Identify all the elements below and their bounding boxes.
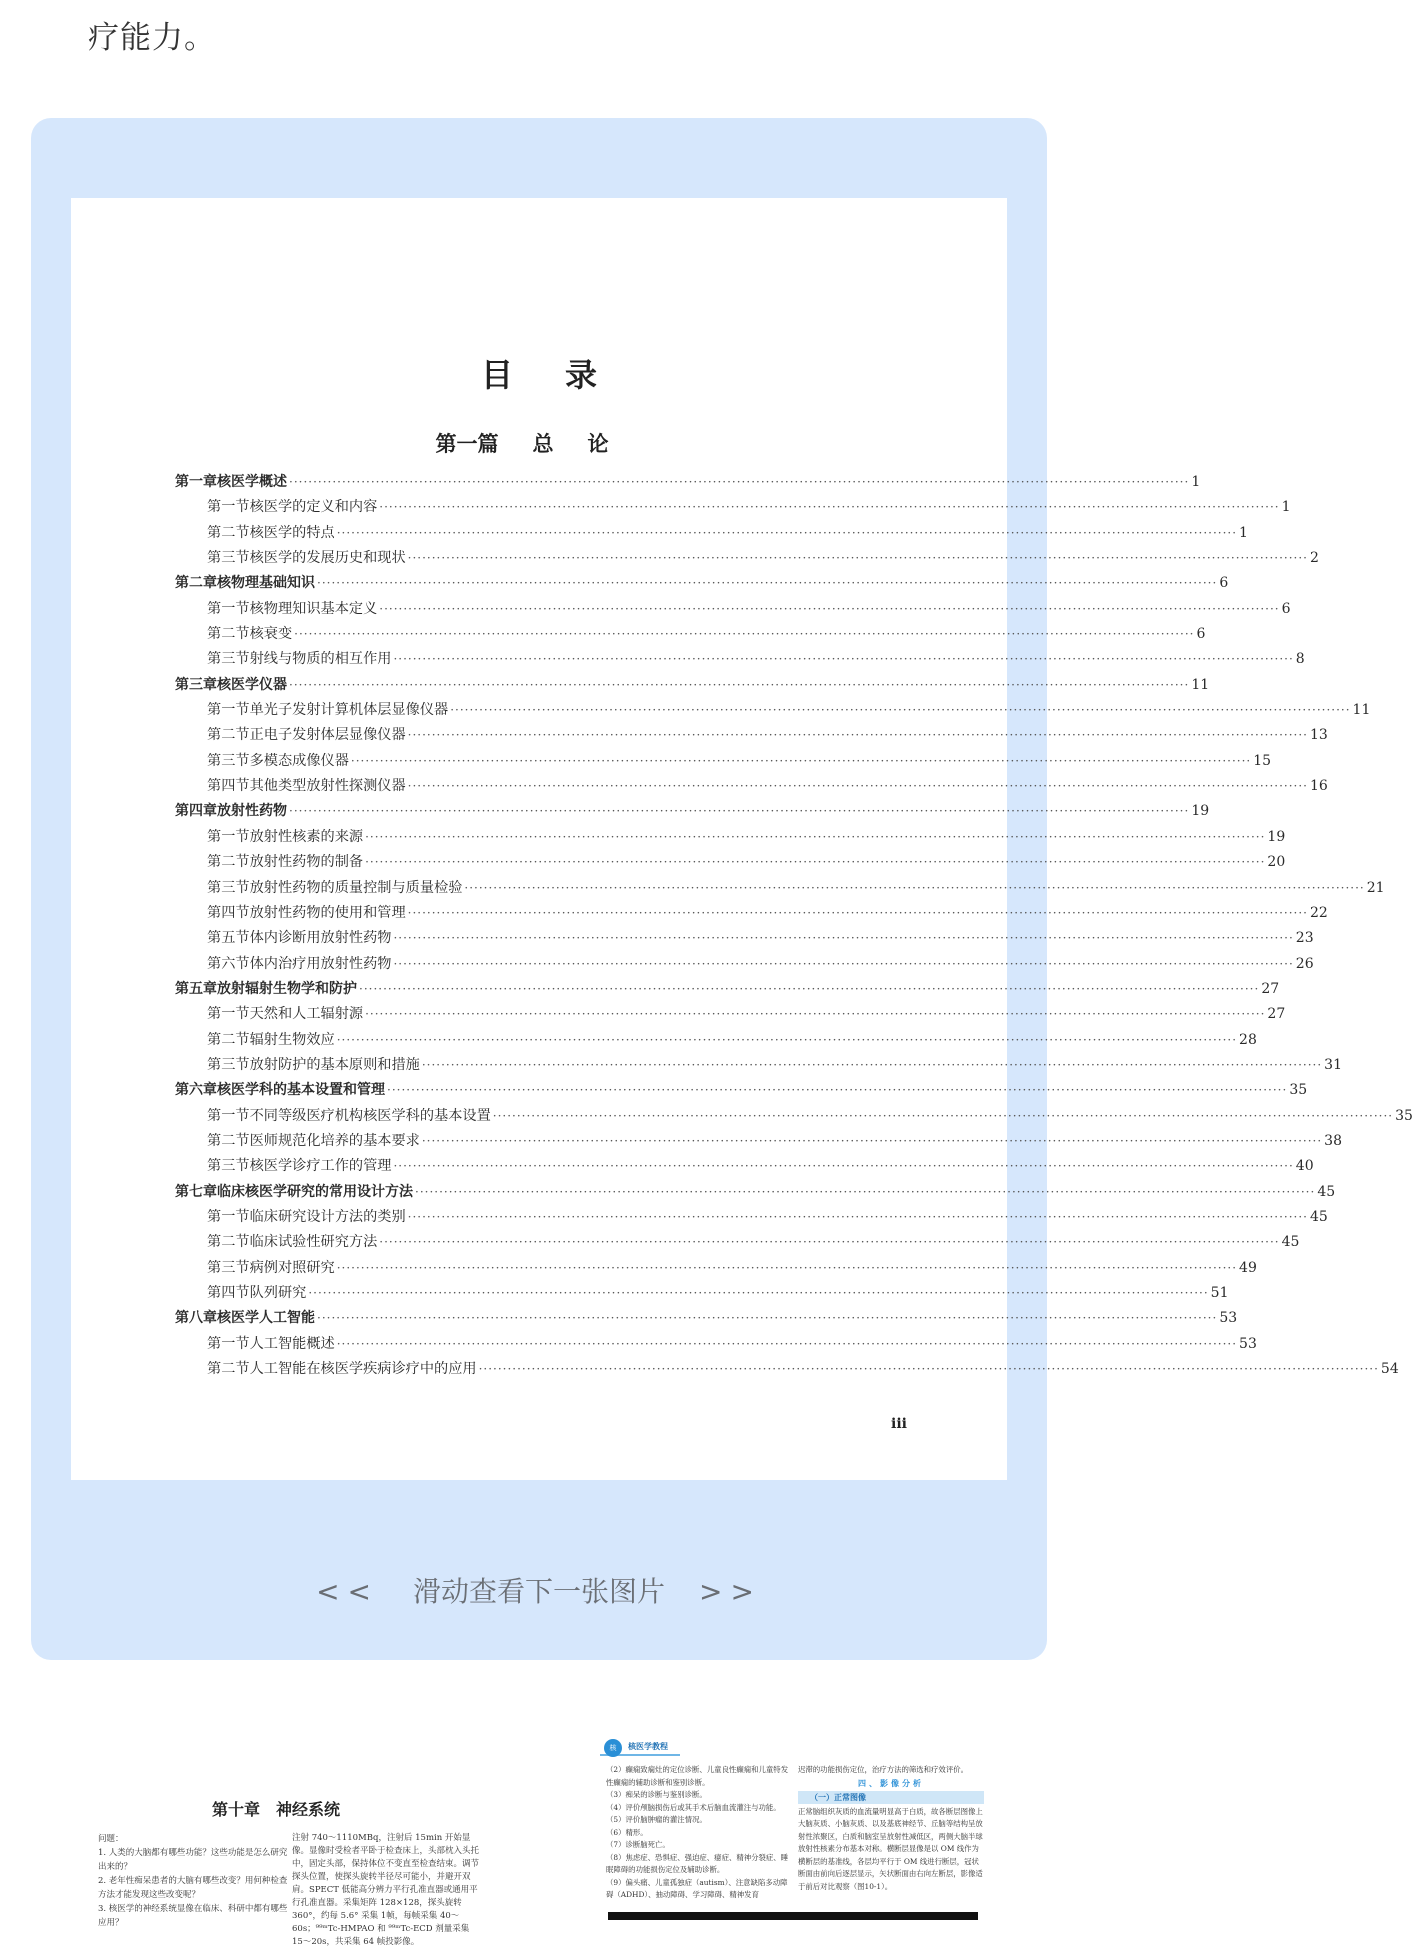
toc-entry-title: 核医学科的基本设置和管理 bbox=[217, 1082, 385, 1099]
toc-section-entry bbox=[175, 598, 1291, 623]
toc-entry-number: 第二节 bbox=[207, 1361, 250, 1378]
swipe-left-arrow[interactable]: << bbox=[316, 1575, 379, 1608]
toc-entry-number: 第六章 bbox=[175, 1082, 217, 1099]
toc-entry-number: 第三章 bbox=[175, 676, 217, 693]
toc-section-entry bbox=[175, 1029, 1257, 1054]
toc-entry-number: 第二节 bbox=[207, 626, 250, 643]
toc-entry-page: 8 bbox=[1295, 651, 1305, 668]
toc-section-entry bbox=[175, 1333, 1257, 1358]
toc-entry-title: 临床试验性研究方法 bbox=[249, 1234, 378, 1251]
thumbnail-box-heading: （一）正常图像 bbox=[798, 1791, 984, 1804]
toc-entry-title: 核医学的特点 bbox=[249, 524, 335, 541]
thumbnail-chapter-ten[interactable] bbox=[98, 1780, 528, 1947]
toc-leader-dots bbox=[408, 906, 1308, 920]
toc-title: 目录 bbox=[480, 356, 649, 394]
toc-entry-page: 54 bbox=[1380, 1361, 1399, 1378]
toc-leader-dots bbox=[365, 855, 1265, 869]
toc-entry-title: 队列研究 bbox=[249, 1285, 307, 1301]
toc-leader-dots bbox=[289, 678, 1189, 692]
toc-entry-title: 单光子发射计算机体层显像仪器 bbox=[249, 702, 449, 719]
toc-entry-page: 20 bbox=[1267, 854, 1286, 871]
toc-section-entry bbox=[175, 902, 1328, 927]
toc-entry-title: 放射性药物的使用和管理 bbox=[249, 904, 406, 921]
toc-entry-page: 45 bbox=[1317, 1183, 1336, 1200]
toc-entry-title: 其他类型放射性探测仪器 bbox=[249, 778, 406, 795]
toc-leader-dots bbox=[422, 1058, 1322, 1072]
toc-section-entry bbox=[175, 1155, 1314, 1180]
toc-entry-page: 45 bbox=[1309, 1208, 1328, 1225]
intro-text-tail: 疗能力。 bbox=[88, 20, 216, 56]
toc-section-entry bbox=[175, 851, 1286, 876]
swipe-hint[interactable] bbox=[31, 1570, 1047, 1610]
thumbnail-imaging-page[interactable] bbox=[600, 1736, 986, 1920]
toc-leader-dots bbox=[289, 475, 1189, 489]
thumbnail-brand: 核医学教程 bbox=[628, 1742, 668, 1751]
toc-section-entry bbox=[175, 927, 1314, 952]
toc-entry-title: 人工智能在核医学疾病诊疗中的应用 bbox=[249, 1361, 477, 1378]
part-title bbox=[71, 428, 1007, 458]
toc-entry-title: 临床核医学研究的常用设计方法 bbox=[217, 1183, 413, 1200]
toc-entry-page: 35 bbox=[1395, 1107, 1413, 1124]
toc-leader-dots bbox=[387, 1083, 1287, 1097]
toc-entry-title: 放射性药物的制备 bbox=[249, 854, 364, 871]
toc-entry-title: 临床研究设计方法的类别 bbox=[249, 1208, 406, 1225]
toc-section-entry bbox=[175, 522, 1248, 547]
part-title-name: 总论 bbox=[532, 431, 643, 456]
toc-entry-page: 21 bbox=[1366, 879, 1385, 896]
toc-entry-title: 辐射生物效应 bbox=[249, 1031, 335, 1048]
toc-entry-title: 放射性药物的质量控制与质量检验 bbox=[249, 879, 463, 896]
toc-leader-dots bbox=[379, 500, 1279, 514]
toc-section-entry bbox=[175, 775, 1328, 800]
toc-leader-dots bbox=[379, 602, 1279, 616]
toc-entry-page: 35 bbox=[1289, 1082, 1308, 1099]
toc-entry-title: 核医学的定义和内容 bbox=[249, 499, 378, 516]
toc-entry-number: 第二节 bbox=[207, 1132, 250, 1149]
toc-entry-number: 第三节 bbox=[207, 651, 250, 668]
toc-leader-dots bbox=[351, 754, 1251, 768]
toc-entry-title: 体内治疗用放射性药物 bbox=[249, 955, 392, 972]
toc-entry-title: 核医学人工智能 bbox=[217, 1310, 315, 1327]
toc-leader-dots bbox=[408, 779, 1308, 793]
toc-leader-dots bbox=[393, 957, 1293, 971]
toc-entry-number: 第一节 bbox=[207, 828, 250, 845]
toc-entry-number: 第三节 bbox=[207, 1056, 250, 1073]
toc-leader-dots bbox=[289, 804, 1189, 818]
toc-entry-page: 19 bbox=[1191, 803, 1210, 820]
toc-chapter-entry bbox=[175, 1079, 1308, 1104]
toc-leader-dots bbox=[393, 1159, 1293, 1173]
toc-section-entry bbox=[175, 648, 1305, 673]
toc-leader-dots bbox=[365, 830, 1265, 844]
toc-entry-page: 27 bbox=[1261, 980, 1280, 997]
toc-entry-number: 第三节 bbox=[207, 1158, 250, 1175]
toc-entry-title: 核物理知识基本定义 bbox=[249, 600, 378, 617]
toc-page-image bbox=[71, 198, 1413, 1480]
toc-entry-number: 第一节 bbox=[207, 1208, 250, 1225]
toc-entry-number: 第一节 bbox=[207, 1006, 250, 1023]
thumbnail-chapter-title: 第十章 神经系统 bbox=[212, 1800, 341, 1819]
toc-leader-dots bbox=[317, 1311, 1217, 1325]
toc-entry-title: 多模态成像仪器 bbox=[249, 752, 349, 769]
toc-entry-page: 53 bbox=[1239, 1335, 1257, 1352]
toc-chapter-entry bbox=[175, 471, 1201, 496]
toc-entry-number: 第一节 bbox=[207, 499, 250, 516]
toc-leader-dots bbox=[337, 1033, 1237, 1047]
toc-entry-number: 第一节 bbox=[207, 600, 250, 617]
toc-section-entry bbox=[175, 953, 1314, 978]
toc-entry-number: 第三节 bbox=[207, 550, 250, 567]
toc-section-entry bbox=[175, 699, 1371, 724]
toc-leader-dots bbox=[393, 652, 1293, 666]
toc-leader-dots bbox=[359, 982, 1259, 996]
toc-entry-title: 不同等级医疗机构核医学科的基本设置 bbox=[249, 1107, 491, 1124]
toc-leader-dots bbox=[479, 1362, 1379, 1376]
toc-leader-dots bbox=[450, 703, 1350, 717]
toc-entry-number: 第三节 bbox=[207, 879, 250, 896]
toc-leader-dots bbox=[408, 728, 1308, 742]
toc-entry-number: 第六节 bbox=[207, 955, 250, 972]
thumbnail-subheading: 四、影像分析 bbox=[858, 1777, 924, 1788]
toc-leader-dots bbox=[308, 1286, 1208, 1300]
toc-section-entry bbox=[175, 1130, 1342, 1155]
swipe-right-arrow[interactable]: >> bbox=[699, 1575, 762, 1608]
toc-entry-title: 医师规范化培养的基本要求 bbox=[249, 1132, 420, 1149]
toc-entry-number: 第四节 bbox=[207, 778, 250, 795]
toc-entry-page: 45 bbox=[1281, 1234, 1300, 1251]
toc-entry-number: 第四章 bbox=[175, 803, 217, 820]
toc-section-entry bbox=[175, 826, 1286, 851]
toc-entry-number: 第三节 bbox=[207, 1259, 250, 1276]
toc-entry-page: 19 bbox=[1267, 828, 1286, 845]
toc-entry-title: 射线与物质的相互作用 bbox=[249, 651, 392, 668]
toc-leader-dots bbox=[294, 627, 1194, 641]
toc-entry-page: 26 bbox=[1295, 955, 1314, 972]
thumbnail-questions: 问题： 1. 人类的大脑都有哪些功能？这些功能是怎么研究出来的？ 2. 老年性痴呆患者的大脑有哪些改变？用何种检查方法才能发现这些改变呢？ 3. 核医学的神经系统显像在临床、科研中都有哪些应用？ bbox=[98, 1834, 288, 1928]
toc-entry-page: 1 bbox=[1191, 474, 1201, 490]
toc-entry-page: 6 bbox=[1219, 575, 1229, 592]
toc-entry-number: 第一节 bbox=[207, 1107, 250, 1124]
toc-entry-number: 第四节 bbox=[207, 1285, 250, 1301]
toc-entry-number: 第二章 bbox=[175, 575, 217, 592]
toc-entry-title: 核医学仪器 bbox=[217, 676, 287, 693]
toc-entry-page: 22 bbox=[1309, 904, 1328, 921]
toc-section-entry bbox=[175, 1003, 1286, 1028]
toc-entry-title: 核医学的发展历史和现状 bbox=[249, 550, 406, 567]
toc-entry-number: 第一章 bbox=[175, 474, 217, 490]
toc-leader-dots bbox=[415, 1185, 1315, 1199]
toc-leader-dots bbox=[337, 526, 1237, 540]
toc-entry-number: 第一节 bbox=[207, 702, 250, 719]
toc-leader-dots bbox=[379, 1235, 1279, 1249]
toc-entry-number: 第二节 bbox=[207, 1234, 250, 1251]
toc-chapter-entry bbox=[175, 978, 1280, 1003]
toc-entry-page: 16 bbox=[1309, 778, 1328, 795]
toc-entry-number: 第二节 bbox=[207, 524, 250, 541]
toc-entry-page: 40 bbox=[1295, 1158, 1314, 1175]
thumbnail-right-column: 注射 740～1110MBq，注射后 15min 开始显像。显像时受检者平卧于检查床上，头部枕入头托中，固定头部，保持体位不变直至检查结束。调节探头位置，使探头旋转半径尽可能小，并避开双肩。SPECT 低能高分辨力平行孔准直器或通用平行孔准直器。采集矩阵 128×128，探头旋转 360°，约每 5.6° 采集 1帧，每帧采集 40～60s；⁹⁹ᵐTc-HMPAO 和 ⁹⁹ᵐTc-ECD 剂量采集 15～20s，共采集 64 帧投影像。 bbox=[292, 1833, 480, 1947]
toc-entry-page: 38 bbox=[1324, 1132, 1342, 1149]
toc-section-entry bbox=[175, 623, 1206, 648]
toc-entry-title: 放射性药物 bbox=[217, 803, 287, 820]
book-logo-icon: 核 bbox=[604, 1739, 622, 1757]
toc-entry-page: 11 bbox=[1352, 702, 1371, 719]
toc-entry-page: 23 bbox=[1295, 930, 1314, 947]
toc-entry-page: 11 bbox=[1191, 676, 1210, 693]
toc-entry-page: 6 bbox=[1281, 600, 1291, 617]
toc-entry-number: 第八章 bbox=[175, 1310, 217, 1327]
toc-entry-title: 核衰变 bbox=[249, 626, 293, 643]
toc-section-entry bbox=[175, 496, 1291, 521]
toc-entry-page: 15 bbox=[1253, 752, 1272, 769]
toc-entry-page: 13 bbox=[1309, 727, 1328, 744]
part-title-number: 第一篇 bbox=[435, 431, 499, 456]
toc-entry-page: 31 bbox=[1324, 1056, 1342, 1073]
toc-entry-page: 28 bbox=[1239, 1031, 1257, 1048]
toc-entry-title: 核医学诊疗工作的管理 bbox=[249, 1158, 392, 1175]
image-carousel[interactable] bbox=[31, 118, 1413, 1660]
toc-entry-number: 第五节 bbox=[207, 930, 250, 947]
toc-entry-page: 2 bbox=[1309, 550, 1319, 567]
toc-entry-page: 6 bbox=[1196, 626, 1206, 643]
toc-entry-number: 第一节 bbox=[207, 1335, 250, 1352]
toc-leader-dots bbox=[337, 1261, 1237, 1275]
thumbnail-image-strip bbox=[608, 1912, 978, 1920]
toc-leader-dots bbox=[464, 881, 1364, 895]
thumbnail-col1: （2）癫痫致痫灶的定位诊断、儿童良性癫痫和儿童特发性癫痫的辅助诊断和鉴别诊断。 （3）痴呆的诊断与鉴别诊断。 （4）评价颅脑损伤后或其手术后脑血流灌注与功能。 （5）评价脑肿瘤的灌注情况。 （6）精形。 （7）诊断脑死亡。 （8）焦虑症、恐惧症、强迫症、癔症、精神分裂症、睡眠障碍的功能损伤定位及辅助诊断。 （9）偏头痛、儿童孤独症（autism）、注意缺陷多动障碍（ADHD）、抽动障碍、学习障碍、精神发育 bbox=[606, 1765, 789, 1899]
toc-leader-dots bbox=[393, 931, 1293, 945]
toc-entry-page: 1 bbox=[1239, 524, 1248, 541]
toc-chapter-entry bbox=[175, 1181, 1336, 1206]
toc-section-entry bbox=[175, 877, 1385, 902]
toc-leader-dots bbox=[408, 551, 1308, 565]
toc-entry-page: 53 bbox=[1219, 1310, 1238, 1327]
toc-section-entry bbox=[175, 547, 1319, 572]
toc-entry-title: 人工智能概述 bbox=[249, 1335, 335, 1352]
toc-leader-dots bbox=[365, 1007, 1265, 1021]
toc-leader-dots bbox=[422, 1134, 1322, 1148]
toc-section-entry bbox=[175, 724, 1328, 749]
toc-entry-number: 第二节 bbox=[207, 1031, 250, 1048]
toc-entry-number: 第四节 bbox=[207, 904, 250, 921]
toc-entry-page: 1 bbox=[1281, 499, 1291, 516]
toc-section-entry bbox=[175, 750, 1272, 775]
toc-section-entry bbox=[175, 1282, 1229, 1307]
toc-entry-title: 放射性核素的来源 bbox=[249, 828, 364, 845]
toc-entry-title: 正电子发射体层显像仪器 bbox=[249, 727, 406, 744]
toc-entry-title: 放射辐射生物学和防护 bbox=[217, 980, 357, 997]
toc-entry-page: 49 bbox=[1239, 1259, 1257, 1276]
toc-entry-number: 第二节 bbox=[207, 854, 250, 871]
toc-entry-title: 核物理基础知识 bbox=[217, 575, 315, 592]
toc-section-entry bbox=[175, 1206, 1328, 1231]
toc-chapter-entry bbox=[175, 674, 1210, 699]
toc-section-entry bbox=[175, 1105, 1413, 1130]
toc-entry-title: 核医学概述 bbox=[217, 474, 287, 490]
toc-entry-title: 放射防护的基本原则和措施 bbox=[249, 1056, 420, 1073]
swipe-hint-text: 滑动查看下一张图片 bbox=[412, 1575, 665, 1608]
toc-entry-number: 第五章 bbox=[175, 980, 217, 997]
toc-leader-dots bbox=[337, 1337, 1237, 1351]
toc-entry-page: 27 bbox=[1267, 1006, 1286, 1023]
toc-section-entry bbox=[175, 1358, 1399, 1383]
toc-entry-title: 天然和人工辐射源 bbox=[249, 1006, 364, 1023]
thumbnail-col2-body: 正常脑组织灰质的血流量明显高于白质，故各断层图像上大脑灰质、小脑灰质、以及基底神经节、丘脑等结构呈放射性浓聚区，白质和脑室呈放射性减低区，两侧大脑半球放射性核素分布基本对称。横断层显像是以 OM 线作为横断层的基准线，各层均平行于 OM 线进行断层，冠状断面由前向后逐层显示，矢状断面由右向左断层，影像适于前后对比观察（图10-1）。 bbox=[798, 1806, 983, 1891]
toc-list bbox=[175, 471, 1413, 1383]
toc-section-entry bbox=[175, 1231, 1300, 1256]
toc-entry-page: 51 bbox=[1210, 1285, 1229, 1301]
toc-entry-number: 第七章 bbox=[175, 1183, 217, 1200]
toc-leader-dots bbox=[408, 1210, 1308, 1224]
toc-section-entry bbox=[175, 1257, 1257, 1282]
thumbnail-col2 bbox=[798, 1764, 984, 1893]
page-number: iii bbox=[891, 1416, 907, 1432]
toc-leader-dots bbox=[493, 1109, 1393, 1123]
toc-chapter-entry bbox=[175, 572, 1229, 597]
toc-entry-title: 病例对照研究 bbox=[249, 1259, 335, 1276]
toc-chapter-entry bbox=[175, 1307, 1238, 1332]
toc-entry-number: 第三节 bbox=[207, 752, 250, 769]
toc-entry-number: 第二节 bbox=[207, 727, 250, 744]
toc-leader-dots bbox=[317, 576, 1217, 590]
toc-section-entry bbox=[175, 1054, 1342, 1079]
toc-chapter-entry bbox=[175, 800, 1210, 825]
toc-entry-title: 体内诊断用放射性药物 bbox=[249, 930, 392, 947]
thumbnail-col2-top: 迟滞的功能损伤定位，治疗方法的筛选和疗效评价。 bbox=[798, 1765, 968, 1774]
